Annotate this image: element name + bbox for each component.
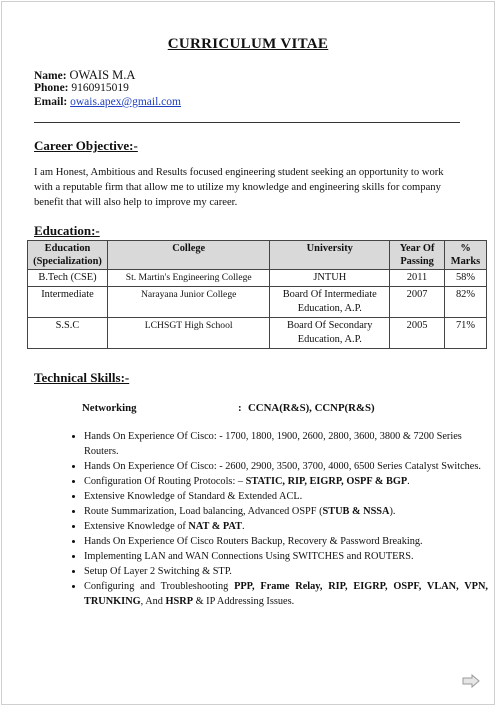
- cell-college: LCHSGT High School: [107, 318, 269, 349]
- table-row: [28, 318, 487, 349]
- divider: [34, 122, 460, 123]
- list-item: • Implementing LAN and WAN Connections Using SWITCHES and ROUTERS.: [84, 549, 488, 564]
- cell-college: Narayana Junior College: [107, 287, 269, 318]
- table-header-row: [28, 241, 487, 270]
- cell-education: Intermediate: [28, 287, 108, 318]
- list-item: • Configuring and Troubleshooting PPP, Frame Relay, RIP, EIGRP, OSPF, VLAN, VPN, TRUNKING, And HSRP & IP Addressing Issues.: [84, 579, 488, 609]
- cell-university: JNTUH: [270, 270, 390, 287]
- cell-college: St. Martin's Engineering College: [107, 270, 269, 287]
- header-year: Year Of Passing: [390, 241, 445, 270]
- email-link[interactable]: owais.apex@gmail.com: [70, 96, 181, 108]
- networking-value: CCNA(R&S), CCNP(R&S): [248, 402, 375, 414]
- networking-label: Networking: [82, 402, 137, 414]
- cell-education: B.Tech (CSE): [28, 270, 108, 287]
- skills-list: [64, 429, 488, 609]
- list-item: • Configuration Of Routing Protocols: – STATIC, RIP, EIGRP, OSPF & BGP.: [84, 474, 488, 489]
- arrow-right-icon[interactable]: [462, 674, 480, 688]
- name-line: [34, 68, 135, 83]
- table-row: [28, 270, 487, 287]
- cell-marks: 58%: [445, 270, 487, 287]
- career-text: I am Honest, Ambitious and Results focused engineering student seeking an opportunity to work with a reputable firm that allow me to utilize my knowledge and engineering skills for company benefit that will also help to improve my career.: [34, 167, 444, 208]
- list-item: • Route Summarization, Load balancing, Advanced OSPF (STUB & NSSA).: [84, 504, 488, 519]
- list-item: • Extensive Knowledge of Standard & Extended ACL.: [84, 489, 488, 504]
- cell-marks: 71%: [445, 318, 487, 349]
- cell-year: 2011: [390, 270, 445, 287]
- page-title: CURRICULUM VITAE: [167, 36, 329, 52]
- education-heading: Education:-: [34, 223, 100, 238]
- cell-education: S.S.C: [28, 318, 108, 349]
- phone-line: [34, 82, 129, 94]
- cell-year: 2007: [390, 287, 445, 318]
- skills-heading: Technical Skills:-: [34, 370, 130, 385]
- cell-year: 2005: [390, 318, 445, 349]
- education-table: [27, 240, 487, 349]
- cell-marks: 82%: [445, 287, 487, 318]
- phone-label: Phone:: [34, 82, 69, 94]
- email-line: [34, 96, 181, 108]
- header-education: Education (Specialization): [28, 241, 108, 270]
- phone-value: 9160915019: [71, 82, 129, 94]
- list-item: • Hands On Experience Of Cisco: - 1700, 1800, 1900, 2600, 2800, 3600, 3800 & 7200 Series Routers.: [84, 429, 488, 459]
- list-item: • Hands On Experience Of Cisco: - 2600, 2900, 3500, 3700, 4000, 6500 Series Catalyst Switches.: [84, 459, 488, 474]
- cell-university: Board Of Secondary Education, A.P.: [270, 318, 390, 349]
- email-label: Email:: [34, 96, 68, 108]
- header-marks: % Marks: [445, 241, 487, 270]
- name-value: OWAIS M.A: [69, 68, 136, 82]
- networking-separator: :: [238, 402, 242, 414]
- table-row: [28, 287, 487, 318]
- career-heading: Career Objective:-: [34, 138, 138, 153]
- list-item: • Setup Of Layer 2 Switching & STP.: [84, 564, 488, 579]
- list-item: • Hands On Experience Of Cisco Routers Backup, Recovery & Password Breaking.: [84, 534, 488, 549]
- header-college: College: [107, 241, 269, 270]
- list-item: • Extensive Knowledge of NAT & PAT.: [84, 519, 488, 534]
- name-label: Name:: [34, 70, 67, 82]
- header-university: University: [270, 241, 390, 270]
- cell-university: Board Of Intermediate Education, A.P.: [270, 287, 390, 318]
